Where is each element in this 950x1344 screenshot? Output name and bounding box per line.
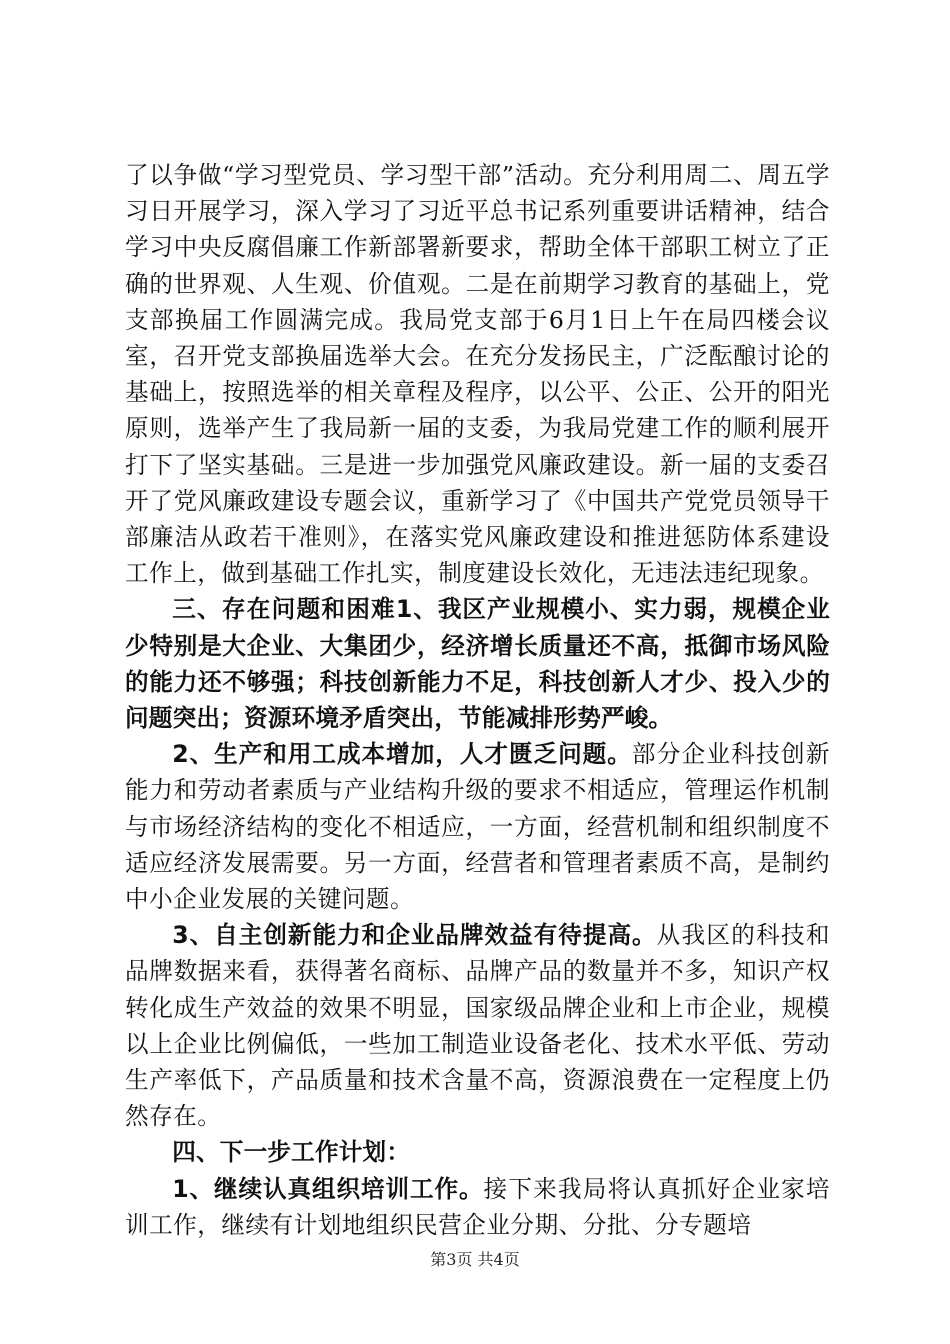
plan1-paragraph bbox=[125, 1171, 830, 1243]
item2-paragraph bbox=[125, 736, 830, 917]
item3-paragraph bbox=[125, 917, 830, 1134]
section3-paragraph bbox=[125, 591, 830, 736]
item3-body: 从我区的科技和品牌数据来看，获得著名商标、品牌产品的数量并不多，知识产权转化成生产效益的效果不明显，国家级品牌企业和上市企业，规模以上企业比例偏低，一些加工制造业设备老化、技术水平低、劳动生产率低下，产品质量和技术含量不高，资源浪费在一定程度上仍然存在。 bbox=[125, 921, 831, 1131]
plan1-body: 接下来我局将认真抓好企业家培训工作，继续有计划地组织民营企业分期、分批、分专题培 bbox=[125, 1174, 831, 1239]
section3-item1: 1、我区产业规模小、实力弱，规模企业少特别是大企业、大集团少，经济增长质量还不高，抵御市场风险的能力还不够强；科技创新能力不足，科技创新人才少、投入少的问题突出；资源环境矛盾突出，节能减排形势严峻。 bbox=[125, 595, 831, 733]
paragraph-text: 了以争做“学习型党员、学习型干部”活动。充分利用周二、周五学习日开展学习，深入学习了习近平总书记系列重要讲话精神，结合学习中央反腐倡廉工作新部署新要求，帮助全体干部职工树立了正确的世界观、人生观、价值观。二是在前期学习教育的基础上，党支部换届工作圆满完成。我局党支部于6月1日上午在局四楼会议室，召开党支部换届选举大会。在充分发扬民主，广泛酝酿讨论的基础上，按照选举的相关章程及程序，以公平、公正、公开的阳光原则，选举产生了我局新一届的支委，为我局党建工作的顺利展开打下了坚实基础。三是进一步加强党风廉政建设。新一届的支委召开了党风廉政建设专题会议，重新学习了《中国共产党党员领导干部廉洁从政若干准则》，在落实党风廉政建设和推进惩防体系建设工作上，做到基础工作扎实，制度建设长效化，无违法违纪现象。 bbox=[125, 161, 830, 588]
plan1-title: 1、继续认真组织培训工作。 bbox=[172, 1174, 484, 1203]
item2-title: 2、生产和用工成本增加，人才匮乏问题。 bbox=[172, 740, 632, 769]
item2-body: 部分企业科技创新能力和劳动者素质与产业结构升级的要求不相适应，管理运作机制与市场经济结构的变化不相适应，一方面，经营机制和组织制度不适应经济发展需要。另一方面，经营者和管理者素质不高，是制约中小企业发展的关键问题。 bbox=[125, 740, 831, 914]
item3-title: 3、自主创新能力和企业品牌效益有待提高。 bbox=[172, 921, 657, 950]
section4-heading: 四、下一步工作计划： bbox=[172, 1138, 411, 1167]
page-indicator: 第3页 共4页 bbox=[430, 1250, 520, 1269]
section4-paragraph bbox=[125, 1134, 830, 1170]
document-body bbox=[125, 157, 830, 1243]
paragraph-continuation bbox=[125, 157, 830, 591]
page-footer bbox=[0, 1247, 950, 1270]
section3-heading: 三、存在问题和困难 bbox=[172, 595, 396, 624]
